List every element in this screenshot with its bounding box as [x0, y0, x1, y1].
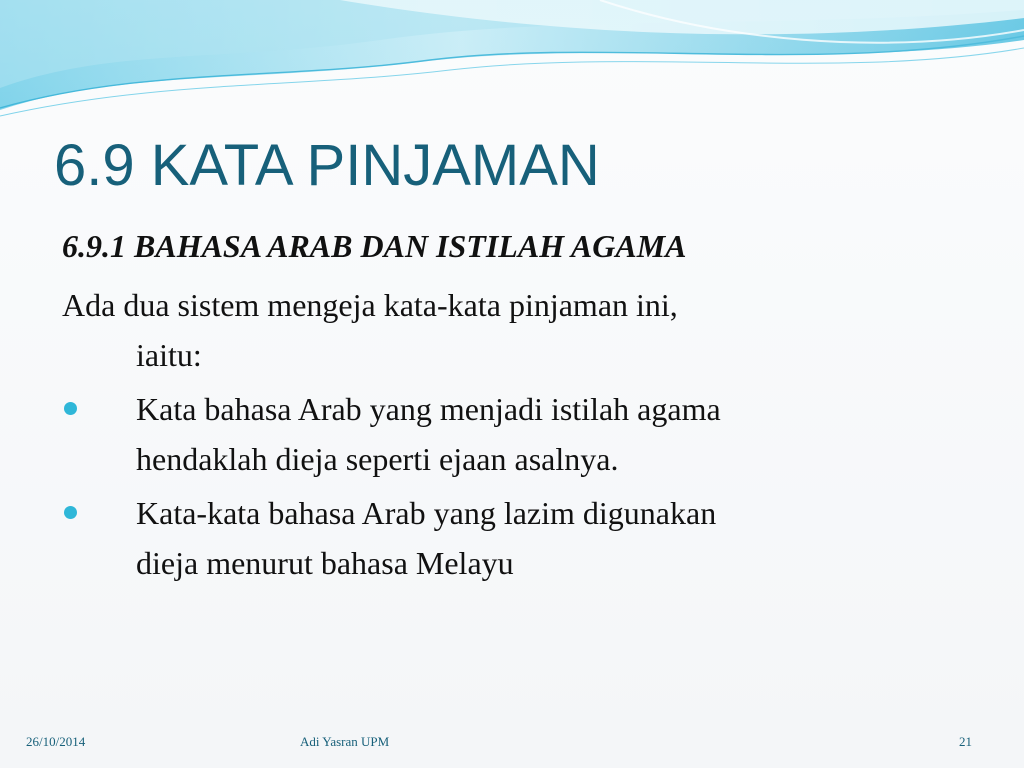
bullet-dot-icon — [64, 402, 77, 415]
footer-date: 26/10/2014 — [26, 734, 86, 749]
bullet-dot-icon — [64, 506, 77, 519]
footer-author: Adi Yasran UPM — [300, 734, 390, 749]
intro-line: Ada dua sistem mengeja kata-kata pinjaman ini, — [62, 287, 678, 323]
footer-page-number: 21 — [959, 734, 972, 749]
bullet-text-line: hendaklah dieja seperti ejaan asalnya. — [136, 441, 619, 477]
bullet-text-line: dieja menurut bahasa Melayu — [136, 545, 514, 581]
bullet-text-line: Kata-kata bahasa Arab yang lazim digunakan — [136, 495, 717, 531]
slide-title: 6.9 KATA PINJAMAN — [54, 133, 600, 198]
bullet-text-line: Kata bahasa Arab yang menjadi istilah agama — [136, 391, 721, 427]
section-subheading: 6.9.1 BAHASA ARAB DAN ISTILAH AGAMA — [62, 228, 687, 264]
decorative-wave-banner — [0, 0, 1024, 120]
intro-line: iaitu: — [136, 337, 202, 373]
